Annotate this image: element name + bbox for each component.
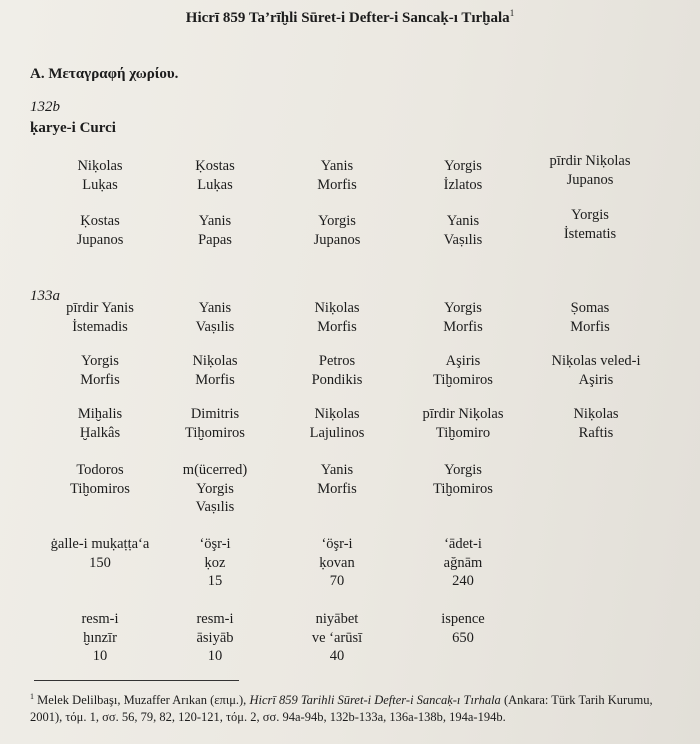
entry-line: Ṣomas [570, 300, 610, 316]
footnote-mark: 1 [30, 692, 34, 701]
register-entry [150, 610, 280, 666]
entry-line: Vaṣılis [195, 318, 235, 335]
register-entry [35, 405, 165, 442]
entry-line: ve ‘arūsī [311, 629, 363, 646]
entry-line: Niḳolas [573, 406, 619, 422]
entry-line: Yorgis [318, 213, 356, 229]
entry-line: Tiḫomiros [433, 371, 493, 388]
register-entry [150, 352, 280, 389]
entry-line: Niḳolas veled-i [551, 353, 641, 369]
register-entry [272, 405, 402, 442]
entry-line: ispence [441, 611, 485, 627]
entry-line: İzlatos [443, 176, 483, 193]
register-entry [35, 461, 165, 498]
entry-line: niyābet [315, 611, 359, 627]
entry-line: Ḳostas [80, 213, 120, 229]
entry-line: Petros [318, 353, 356, 369]
entry-line: pīrdir Niḳolas [422, 406, 504, 422]
entry-line: Luḳas [197, 176, 233, 193]
register-entry [525, 299, 655, 336]
register-entry [150, 299, 280, 336]
entry-line: Papas [198, 231, 232, 248]
page-title [0, 8, 700, 27]
register-entry [531, 352, 661, 389]
entry-line: Raftis [578, 424, 614, 441]
village-name: ḳarye-i Curci [30, 120, 116, 136]
register-entry [272, 461, 402, 498]
entry-line: Yanis [446, 213, 480, 229]
register-entry [398, 610, 528, 647]
entry-line: Miḫalis [77, 406, 123, 422]
entry-line: Morfis [80, 371, 120, 388]
entry-line: Vaṣılis [443, 231, 483, 248]
register-entry [272, 212, 402, 249]
entry-line: Jupanos [566, 171, 614, 188]
register-entry [35, 157, 165, 194]
entry-line: āsiyāb [196, 629, 234, 646]
register-entry [272, 157, 402, 194]
folio-label-132b: 132b [30, 99, 60, 115]
entry-line: Yorgis [196, 480, 234, 497]
register-entry [35, 299, 165, 336]
entry-line: 15 [207, 573, 223, 589]
entry-line: 10 [207, 648, 223, 664]
entry-line: ḳoz [204, 554, 226, 571]
register-entry [398, 535, 528, 591]
entry-line: Yorgis [444, 462, 482, 478]
register-entry [150, 461, 280, 517]
entry-line: İstemadis [72, 318, 128, 335]
register-entry [398, 461, 528, 498]
entry-line: 240 [452, 573, 474, 589]
entry-line: Niḳolas [77, 158, 123, 174]
register-entry [398, 405, 528, 442]
entry-line: Jupanos [76, 231, 124, 248]
entry-line: Niḳolas [314, 406, 360, 422]
entry-line: Morfis [570, 318, 610, 335]
entry-line: Luḳas [82, 176, 118, 193]
entry-line: Aşiris [445, 353, 481, 369]
register-entry [398, 352, 528, 389]
register-entry [272, 535, 402, 591]
entry-line: ‘ādet-i [444, 536, 482, 552]
entry-line: Vaṣılis [195, 499, 235, 515]
footnote-rule [34, 680, 239, 681]
footnote-book-title: Hicrī 859 Tarihli Sūret-i Defter-i Sancaḳ-ı Tırhala [249, 693, 501, 708]
entry-line: Morfis [443, 318, 483, 335]
title-text: Hicrī 859 Ta’rīḫli Sūret-i Defter-i Sancaḳ-ı Tırḫala [185, 10, 510, 26]
entry-line: Yorgis [444, 300, 482, 316]
entry-line: Yorgis [571, 207, 609, 223]
entry-line: Ḫalkâs [79, 424, 121, 441]
entry-line: Ḳostas [195, 158, 235, 174]
register-entry [150, 157, 280, 194]
register-entry [272, 610, 402, 666]
entry-line: ‘öşr-i [321, 536, 353, 552]
register-entry [150, 535, 280, 591]
register-entry [398, 157, 528, 194]
register-entry [150, 212, 280, 249]
entry-line: Yorgis [81, 353, 119, 369]
entry-line: Niḳolas [314, 300, 360, 316]
entry-line: Yanis [320, 462, 354, 478]
entry-line: Todoros [76, 462, 124, 478]
entry-line: 70 [329, 573, 345, 589]
entry-line: 10 [92, 648, 108, 664]
entry-line: ḫınzīr [83, 629, 117, 646]
entry-line: pīrdir Niḳolas [549, 153, 631, 169]
register-entry [272, 352, 402, 389]
entry-line: Morfis [195, 371, 235, 388]
register-entry [525, 152, 655, 189]
entry-line: ḳovan [319, 554, 355, 571]
entry-line: Tiḫomiros [185, 424, 245, 441]
entry-line: Yanis [198, 213, 232, 229]
entry-line: m(ücerred) [182, 462, 248, 478]
entry-line: Morfis [317, 176, 357, 193]
register-entry [398, 212, 528, 249]
entry-line: ġalle-i muḳaṭṭa‘a [50, 536, 150, 552]
footnote-rest: (Ankara: Türk Tarih Kurumu, 2001), τόμ. 1, σσ. 56, 79, 82, 120-121, τόμ. 2, σσ. 94a-94b, 132b-133a, 136a-138b, 194a-194b. [30, 693, 653, 725]
folio-label-133a: 133a [30, 288, 60, 304]
entry-line: resm-i [81, 611, 119, 627]
entry-line: Yorgis [444, 158, 482, 174]
entry-line: ‘öşr-i [199, 536, 231, 552]
section-heading: Α. Μεταγραφή χωρίου. [30, 66, 179, 82]
footnote-authors: Melek Delilbaşı, Muzaffer Arıkan (επιμ.), [37, 693, 250, 708]
entry-line: pīrdir Yanis [66, 300, 134, 316]
footnote [30, 688, 680, 726]
register-entry [525, 206, 655, 243]
register-entry [150, 405, 280, 442]
entry-line: Morfis [317, 318, 357, 335]
entry-line: Pondikis [311, 371, 363, 388]
entry-line: Yanis [198, 300, 232, 316]
register-entry [35, 610, 165, 666]
entry-line: Niḳolas [192, 353, 238, 369]
entry-line: İstematis [563, 225, 617, 242]
register-entry [272, 299, 402, 336]
entry-line: Jupanos [313, 231, 361, 248]
register-entry [35, 352, 165, 389]
title-footnote-mark: 1 [509, 8, 515, 18]
entry-line: resm-i [196, 611, 234, 627]
register-entry [531, 405, 661, 442]
entry-line: Dimitris [190, 406, 240, 422]
entry-line: Yanis [320, 158, 354, 174]
register-entry [35, 535, 165, 572]
entry-line: 150 [89, 554, 111, 571]
entry-line: Lajulinos [309, 424, 365, 441]
entry-line: 40 [329, 648, 345, 664]
entry-line: Tiḫomiros [433, 480, 493, 497]
register-entry [398, 299, 528, 336]
entry-line: Tiḫomiro [435, 424, 491, 441]
entry-line: Tiḫomiros [70, 480, 130, 497]
entry-line: 650 [452, 629, 474, 646]
register-entry [35, 212, 165, 249]
entry-line: Aşiris [578, 371, 614, 388]
entry-line: Morfis [317, 480, 357, 497]
entry-line: ağnām [443, 554, 483, 571]
